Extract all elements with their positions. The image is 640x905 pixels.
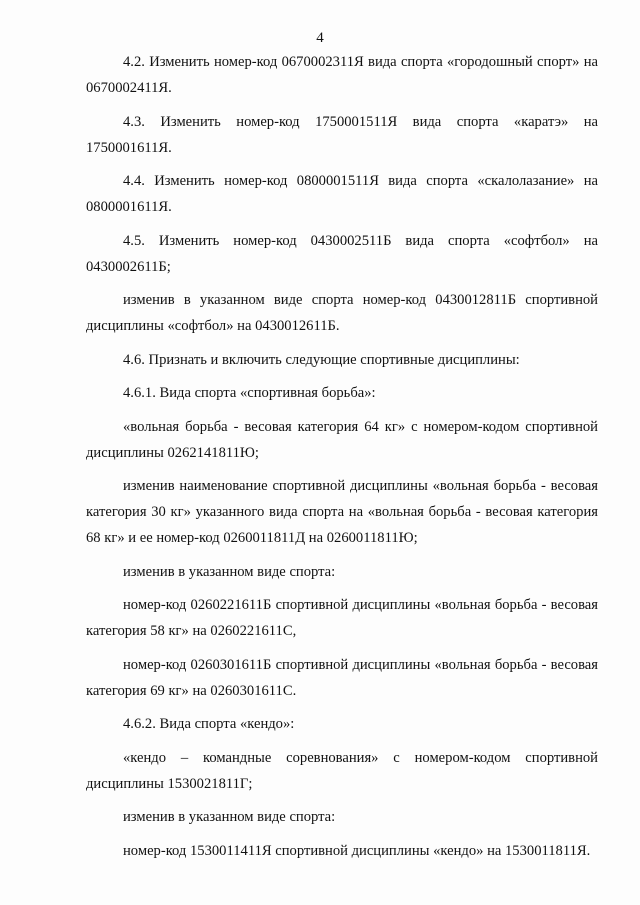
paragraph-4-4: 4.4. Изменить номер-код 0800001511Я вида спорта «скалолазание» на 0800001611Я. xyxy=(86,173,598,215)
paragraph-rename-30kg: изменив наименование спортивной дисциплины «вольная борьба - весовая категория 30 кг» указанного вида спорта на «вольная борьба - весовая категория 68 кг» и ее номер-код 0260011811Д на 0260011811Ю; xyxy=(86,478,598,546)
paragraph-4-6-2: 4.6.2. Вида спорта «кендо»: xyxy=(123,716,295,732)
document-body xyxy=(86,49,598,871)
paragraph-4-5: 4.5. Изменить номер-код 0430002511Б вида спорта «софтбол» на 0430002611Б; xyxy=(86,232,598,275)
paragraph-changes-intro: изменив в указанном виде спорта: xyxy=(123,563,336,580)
paragraph-4-2: 4.2. Изменить номер-код 0670002311Я вида спорта «городошный спорт» на 0670002411Я. xyxy=(86,54,598,96)
paragraph-4-6-1: 4.6.1. Вида спорта «спортивная борьба»: xyxy=(123,385,376,401)
paragraph-freestyle-64kg: «вольная борьба - весовая категория 64 кг» с номером-кодом спортивной дисциплины 0262141811Ю; xyxy=(86,418,598,461)
page-number: 4 xyxy=(316,30,324,46)
paragraph-4-5-softball-discipline: изменив в указанном виде спорта номер-код 0430012811Б спортивной дисциплины «софтбол» на 0430012611Б. xyxy=(86,292,598,334)
paragraph-4-3: 4.3. Изменить номер-код 1750001511Я вида спорта «каратэ» на 1750001611Я. xyxy=(86,113,598,156)
paragraph-4-6: 4.6. Признать и включить следующие спортивные дисциплины: xyxy=(123,351,520,368)
paragraph-code-69kg: номер-код 0260301611Б спортивной дисциплины «вольная борьба - весовая категория 69 кг» на 0260301611С. xyxy=(86,656,598,699)
paragraph-code-58kg: номер-код 0260221611Б спортивной дисциплины «вольная борьба - весовая категория 58 кг» на 0260221611С, xyxy=(86,597,598,639)
paragraph-kendo-code: номер-код 1530011411Я спортивной дисциплины «кендо» на 1530011811Я. xyxy=(123,842,591,859)
paragraph-kendo-changes-intro: изменив в указанном виде спорта: xyxy=(123,809,336,825)
paragraph-kendo-team: «кендо – командные соревнования» с номером-кодом спортивной дисциплины 1530021811Г; xyxy=(86,749,598,792)
